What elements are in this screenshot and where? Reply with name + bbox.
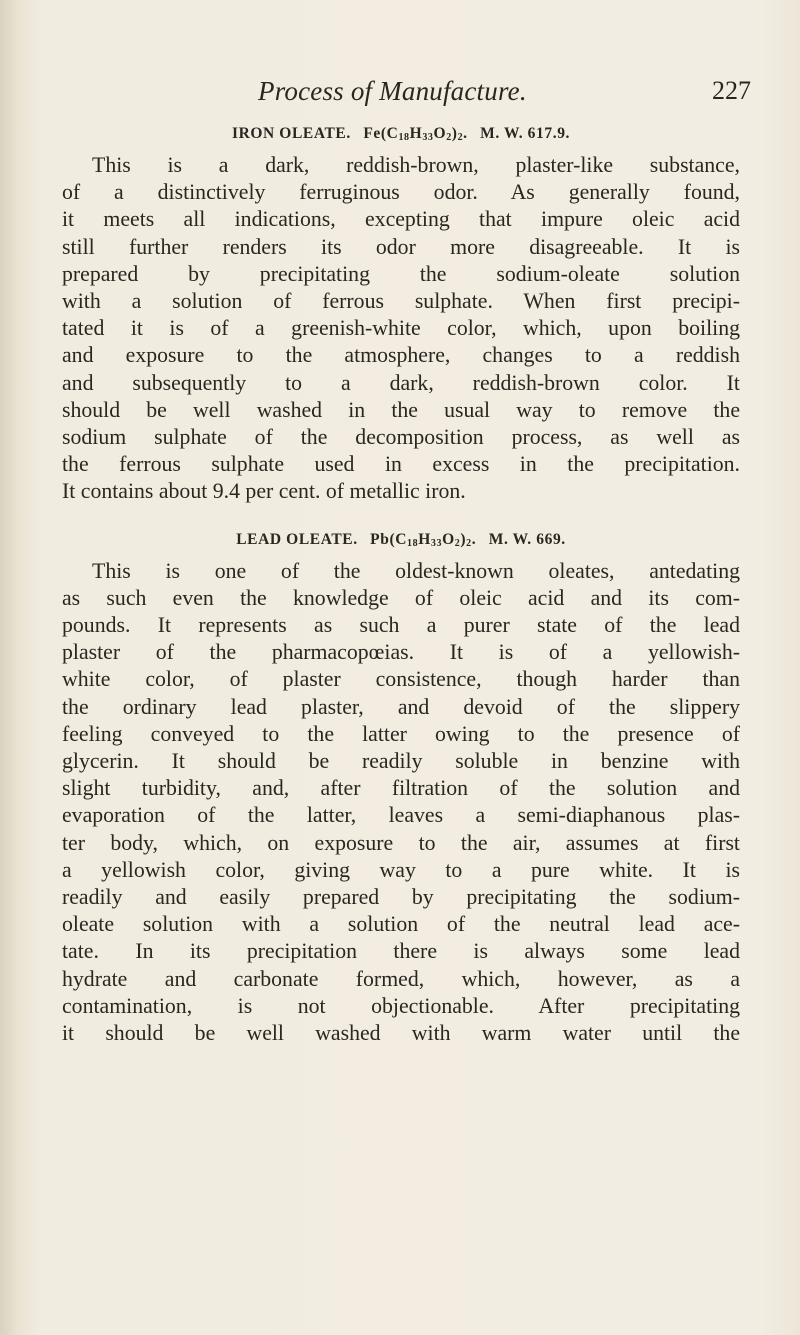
text-line: slight turbidity, and, after filtration of the solution and: [62, 776, 740, 801]
section-spacer: [62, 506, 740, 520]
text-line: glycerin. It should be readily soluble in benzine with: [62, 749, 740, 774]
text-line: pounds. It represents as such a purer state of the lead: [62, 613, 740, 638]
text-line: should be well washed in the usual way to remove the: [62, 397, 740, 422]
running-head: [0, 76, 800, 116]
molecular-weight: M. W. 617.9.: [480, 125, 571, 142]
text-line: feeling conveyed to the latter owing to the presence of: [62, 721, 740, 746]
chemical-formula: $Fe(C_{18}H_{33}O_2)_2$.: [363, 125, 468, 143]
text-line: hydrate and carbonate formed, which, however, as a: [62, 966, 740, 991]
text-line: the ordinary lead plaster, and devoid of the slippery: [62, 694, 740, 719]
section-heading-iron-oleate: [62, 122, 740, 146]
text-line: it meets all indications, excepting that impure oleic acid: [62, 207, 740, 232]
text-line: This is a dark, reddish-brown, plaster-like substance,: [92, 153, 740, 177]
text-line: evaporation of the latter, leaves a semi-diaphanous plas-: [62, 803, 740, 828]
text-line: the ferrous sulphate used in excess in the precipitation.: [62, 452, 740, 477]
text-line: a yellowish color, giving way to a pure white. It is: [62, 857, 740, 882]
text-line: and subsequently to a dark, reddish-brown color. It: [62, 370, 740, 395]
paragraph-iron-oleate: [62, 152, 740, 506]
chemical-formula: $Pb(C_{18}H_{33}O_2)_2$.: [370, 530, 477, 549]
text-line: sodium sulphate of the decomposition process, as well as: [62, 425, 740, 450]
paragraph-lead-oleate: [62, 558, 740, 1048]
text-line: oleate solution with a solution of the neutral lead ace-: [62, 912, 740, 937]
text-line: white color, of plaster consistence, though harder than: [62, 667, 740, 692]
running-title: Process of Manufacture.: [258, 76, 527, 106]
text-line: It contains about 9.4 per cent. of metallic iron.: [62, 479, 466, 504]
text-line: ter body, which, on exposure to the air, assumes at first: [62, 830, 740, 855]
text-line: still further renders its odor more disagreeable. It is: [62, 234, 740, 259]
text-line: of a distinctively ferruginous odor. As generally found,: [62, 180, 740, 205]
heading-name: IRON OLEATE.: [231, 125, 351, 142]
text-line: This is one of the oldest-known oleates, antedating: [92, 558, 740, 583]
text-line: tated it is of a greenish-white color, which, upon boiling: [62, 316, 740, 341]
text-block: [62, 114, 740, 1047]
text-line: contamination, is not objectionable. After precipitating: [62, 993, 740, 1018]
text-line: plaster of the pharmacopœias. It is of a yellowish-: [62, 640, 740, 665]
heading-name: LEAD OLEATE.: [236, 530, 358, 548]
text-line: tate. In its precipitation there is always some lead: [62, 939, 740, 964]
text-line: with a solution of ferrous sulphate. When first precipi-: [62, 289, 740, 314]
molecular-weight: M. W. 669.: [488, 530, 566, 548]
text-line: as such even the knowledge of oleic acid and its com-: [62, 585, 740, 610]
text-line: prepared by precipitating the sodium-oleate solution: [62, 261, 740, 286]
section-heading-lead-oleate: [62, 528, 740, 552]
text-line: it should be well washed with warm water until the: [62, 1021, 740, 1046]
page-number: 227: [712, 76, 751, 105]
text-line: readily and easily prepared by precipitating the sodium-: [62, 885, 740, 910]
text-line: and exposure to the atmosphere, changes to a reddish: [62, 343, 740, 368]
